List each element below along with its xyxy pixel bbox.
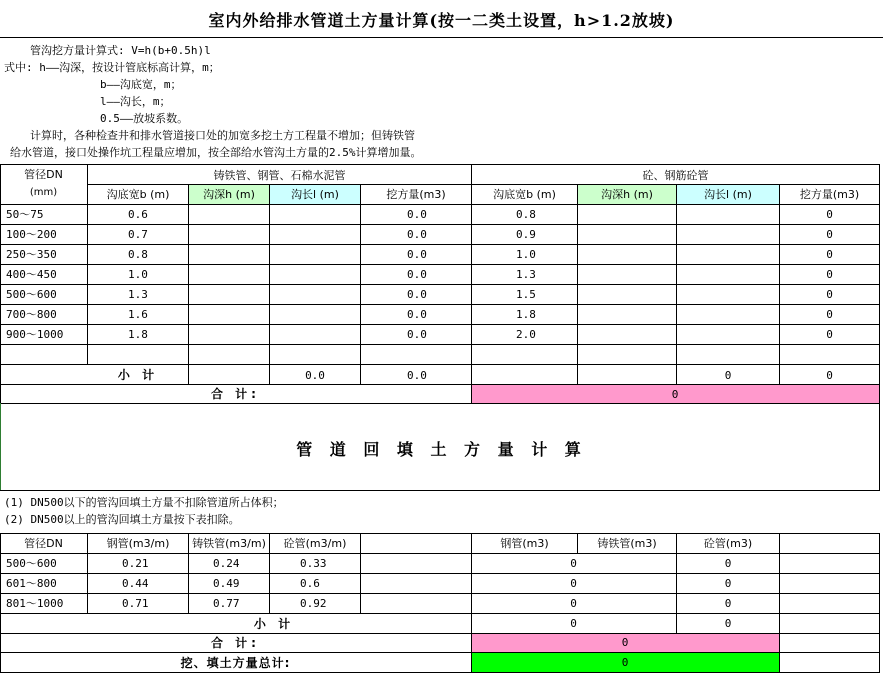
exc-cell-width2: 1.8 [516, 308, 536, 321]
exc-cell-width1: 1.8 [128, 328, 148, 341]
formula-slope: 0.5——放坡系数。 [100, 112, 189, 125]
exc-cell-width1: 0.7 [128, 228, 148, 241]
bf-cell-concrete: 0.33 [300, 557, 327, 570]
backfill-title: 管 道 回 填 土 方 量 计 算 [296, 439, 587, 459]
sheet-title: 室内外给排水管道土方量计算(按一二类土设置，h>1.2放坡) [208, 10, 675, 30]
bf-col-concrete-v: 砼管(m3) [703, 537, 753, 550]
bf-cell-concrete: 0.92 [300, 597, 327, 610]
exc-cell-dn: 700～800 [6, 308, 57, 321]
exc-total-label: 合 计: [211, 387, 260, 401]
exc-cell-volume1: 0.0 [407, 308, 427, 321]
bf-cell-steel-v: 0 [570, 557, 577, 570]
bf-cell-steel-v: 0 [570, 597, 577, 610]
exc-cell-volume2: 0 [826, 248, 833, 261]
formula-where: 式中: h——沟深，按设计管底标高计算，m； [4, 61, 220, 74]
bf-cell-concrete-v: 0 [724, 557, 732, 570]
bf-col-dn: 管径DN [24, 537, 63, 550]
exc-cell-dn: 250～350 [6, 248, 57, 261]
col-volume-2: 挖方量(m3) [799, 188, 860, 201]
exc-cell-volume2: 0 [826, 228, 833, 241]
exc-subtotal-vol2: 0 [826, 368, 833, 382]
exc-cell-volume2: 0 [826, 268, 833, 281]
exc-cell-volume1: 0.0 [407, 208, 427, 221]
formula-line: 管沟挖方量计算式: V=h(b+0.5h)l [30, 44, 211, 57]
exc-cell-width1: 1.3 [128, 288, 148, 301]
grand-total-label: 挖、填土方量总计: [180, 655, 291, 670]
exc-cell-volume1: 0.0 [407, 228, 427, 241]
exc-cell-dn: 900～1000 [6, 328, 64, 341]
bf-cell-steel-v: 0 [570, 577, 577, 590]
exc-subtotal-label: 小 计 [117, 368, 159, 382]
bf-col-iron-v: 铸铁管(m3) [597, 537, 657, 550]
exc-cell-dn: 500～600 [6, 288, 57, 301]
col-volume: 挖方量(m3) [386, 188, 446, 201]
exc-cell-dn: 50～75 [6, 208, 44, 221]
note-calc: 计算时，各种检查井和排水管道接口处的加宽多挖土方工程量不增加；但铸铁管 [30, 129, 415, 142]
bf-cell-steel: 0.71 [122, 597, 149, 610]
title-divider [0, 37, 883, 38]
exc-cell-width2: 2.0 [516, 328, 536, 341]
exc-cell-volume1: 0.0 [407, 248, 427, 261]
group1-header: 铸铁管、钢管、石棉水泥管 [213, 168, 346, 182]
exc-cell-width2: 0.9 [516, 228, 536, 241]
bf-col-concrete: 砼管(m3/m) [283, 537, 347, 550]
bf-subtotal-steel-v: 0 [570, 617, 577, 630]
exc-cell-volume1: 0.0 [407, 288, 427, 301]
bf-cell-dn: 500～600 [6, 557, 57, 570]
col-depth-2: 沟深h (m) [601, 188, 653, 201]
exc-cell-width2: 1.3 [516, 268, 536, 281]
col-width: 沟底宽b (m) [106, 188, 170, 201]
bf-cell-steel: 0.44 [122, 577, 149, 590]
exc-cell-volume1: 0.0 [407, 328, 427, 341]
group2-header: 砼、钢筋砼管 [642, 168, 709, 182]
col-depth: 沟深h (m) [203, 188, 255, 201]
exc-cell-width2: 1.5 [516, 288, 536, 301]
col-length-2: 沟长l (m) [704, 188, 752, 201]
exc-cell-volume2: 0 [826, 288, 833, 301]
bf-cell-steel: 0.21 [122, 557, 149, 570]
exc-cell-width2: 1.0 [516, 248, 536, 261]
formula-b: b——沟底宽，m； [100, 78, 182, 91]
pipe-dn-header: 管径DN [24, 167, 63, 181]
bf-cell-iron: 0.77 [213, 597, 240, 610]
col-length: 沟长l (m) [291, 188, 339, 201]
exc-cell-volume1: 0.0 [407, 268, 427, 281]
bf-cell-concrete-v: 0 [724, 577, 732, 590]
bf-subtotal-label: 小 计 [253, 616, 295, 631]
bf-col-iron: 铸铁管(m3/m) [192, 537, 266, 550]
bf-total-label: 合 计: [211, 635, 260, 650]
exc-total-value: 0 [671, 387, 679, 401]
note-increase: 给水管道，接口处操作坑工程量应增加，按全部给水管沟土方量的2.5%计算增加量。 [10, 146, 422, 159]
exc-cell-dn: 400～450 [6, 268, 57, 281]
exc-cell-width1: 1.0 [128, 268, 148, 281]
bf-subtotal-concrete-v: 0 [724, 617, 732, 630]
bf-total-value: 0 [621, 636, 629, 649]
exc-cell-width1: 0.8 [128, 248, 148, 261]
backfill-note-2: (2) DN500以上的管沟回填土方量按下表扣除。 [4, 513, 240, 526]
pipe-dn-unit: (mm) [29, 187, 58, 198]
bf-cell-concrete-v: 0 [724, 597, 732, 610]
bf-cell-dn: 601～800 [6, 577, 57, 590]
bf-col-steel: 钢管(m3/m) [106, 537, 170, 550]
exc-cell-width1: 1.6 [128, 308, 148, 321]
grand-total-value: 0 [621, 656, 629, 669]
exc-subtotal-len1: 0.0 [305, 368, 325, 382]
bf-cell-iron: 0.49 [213, 577, 240, 590]
bf-col-steel-v: 钢管(m3) [500, 537, 549, 550]
bf-cell-concrete: 0.6 [300, 577, 320, 590]
bf-cell-iron: 0.24 [213, 557, 240, 570]
exc-cell-width1: 0.6 [128, 208, 148, 221]
exc-subtotal-vol1: 0.0 [407, 368, 427, 382]
col-width-2: 沟底宽b (m) [493, 188, 556, 201]
exc-cell-volume2: 0 [826, 208, 833, 221]
backfill-note-1: (1) DN500以下的管沟回填土方量不扣除管道所占体积； [4, 496, 284, 509]
exc-cell-volume2: 0 [826, 328, 833, 341]
exc-cell-volume2: 0 [826, 308, 833, 321]
formula-l: l——沟长，m； [100, 95, 171, 108]
bf-cell-dn: 801～1000 [6, 597, 64, 610]
exc-cell-width2: 0.8 [516, 208, 536, 221]
exc-cell-dn: 100～200 [6, 228, 57, 241]
exc-subtotal-len2: 0 [724, 368, 732, 382]
